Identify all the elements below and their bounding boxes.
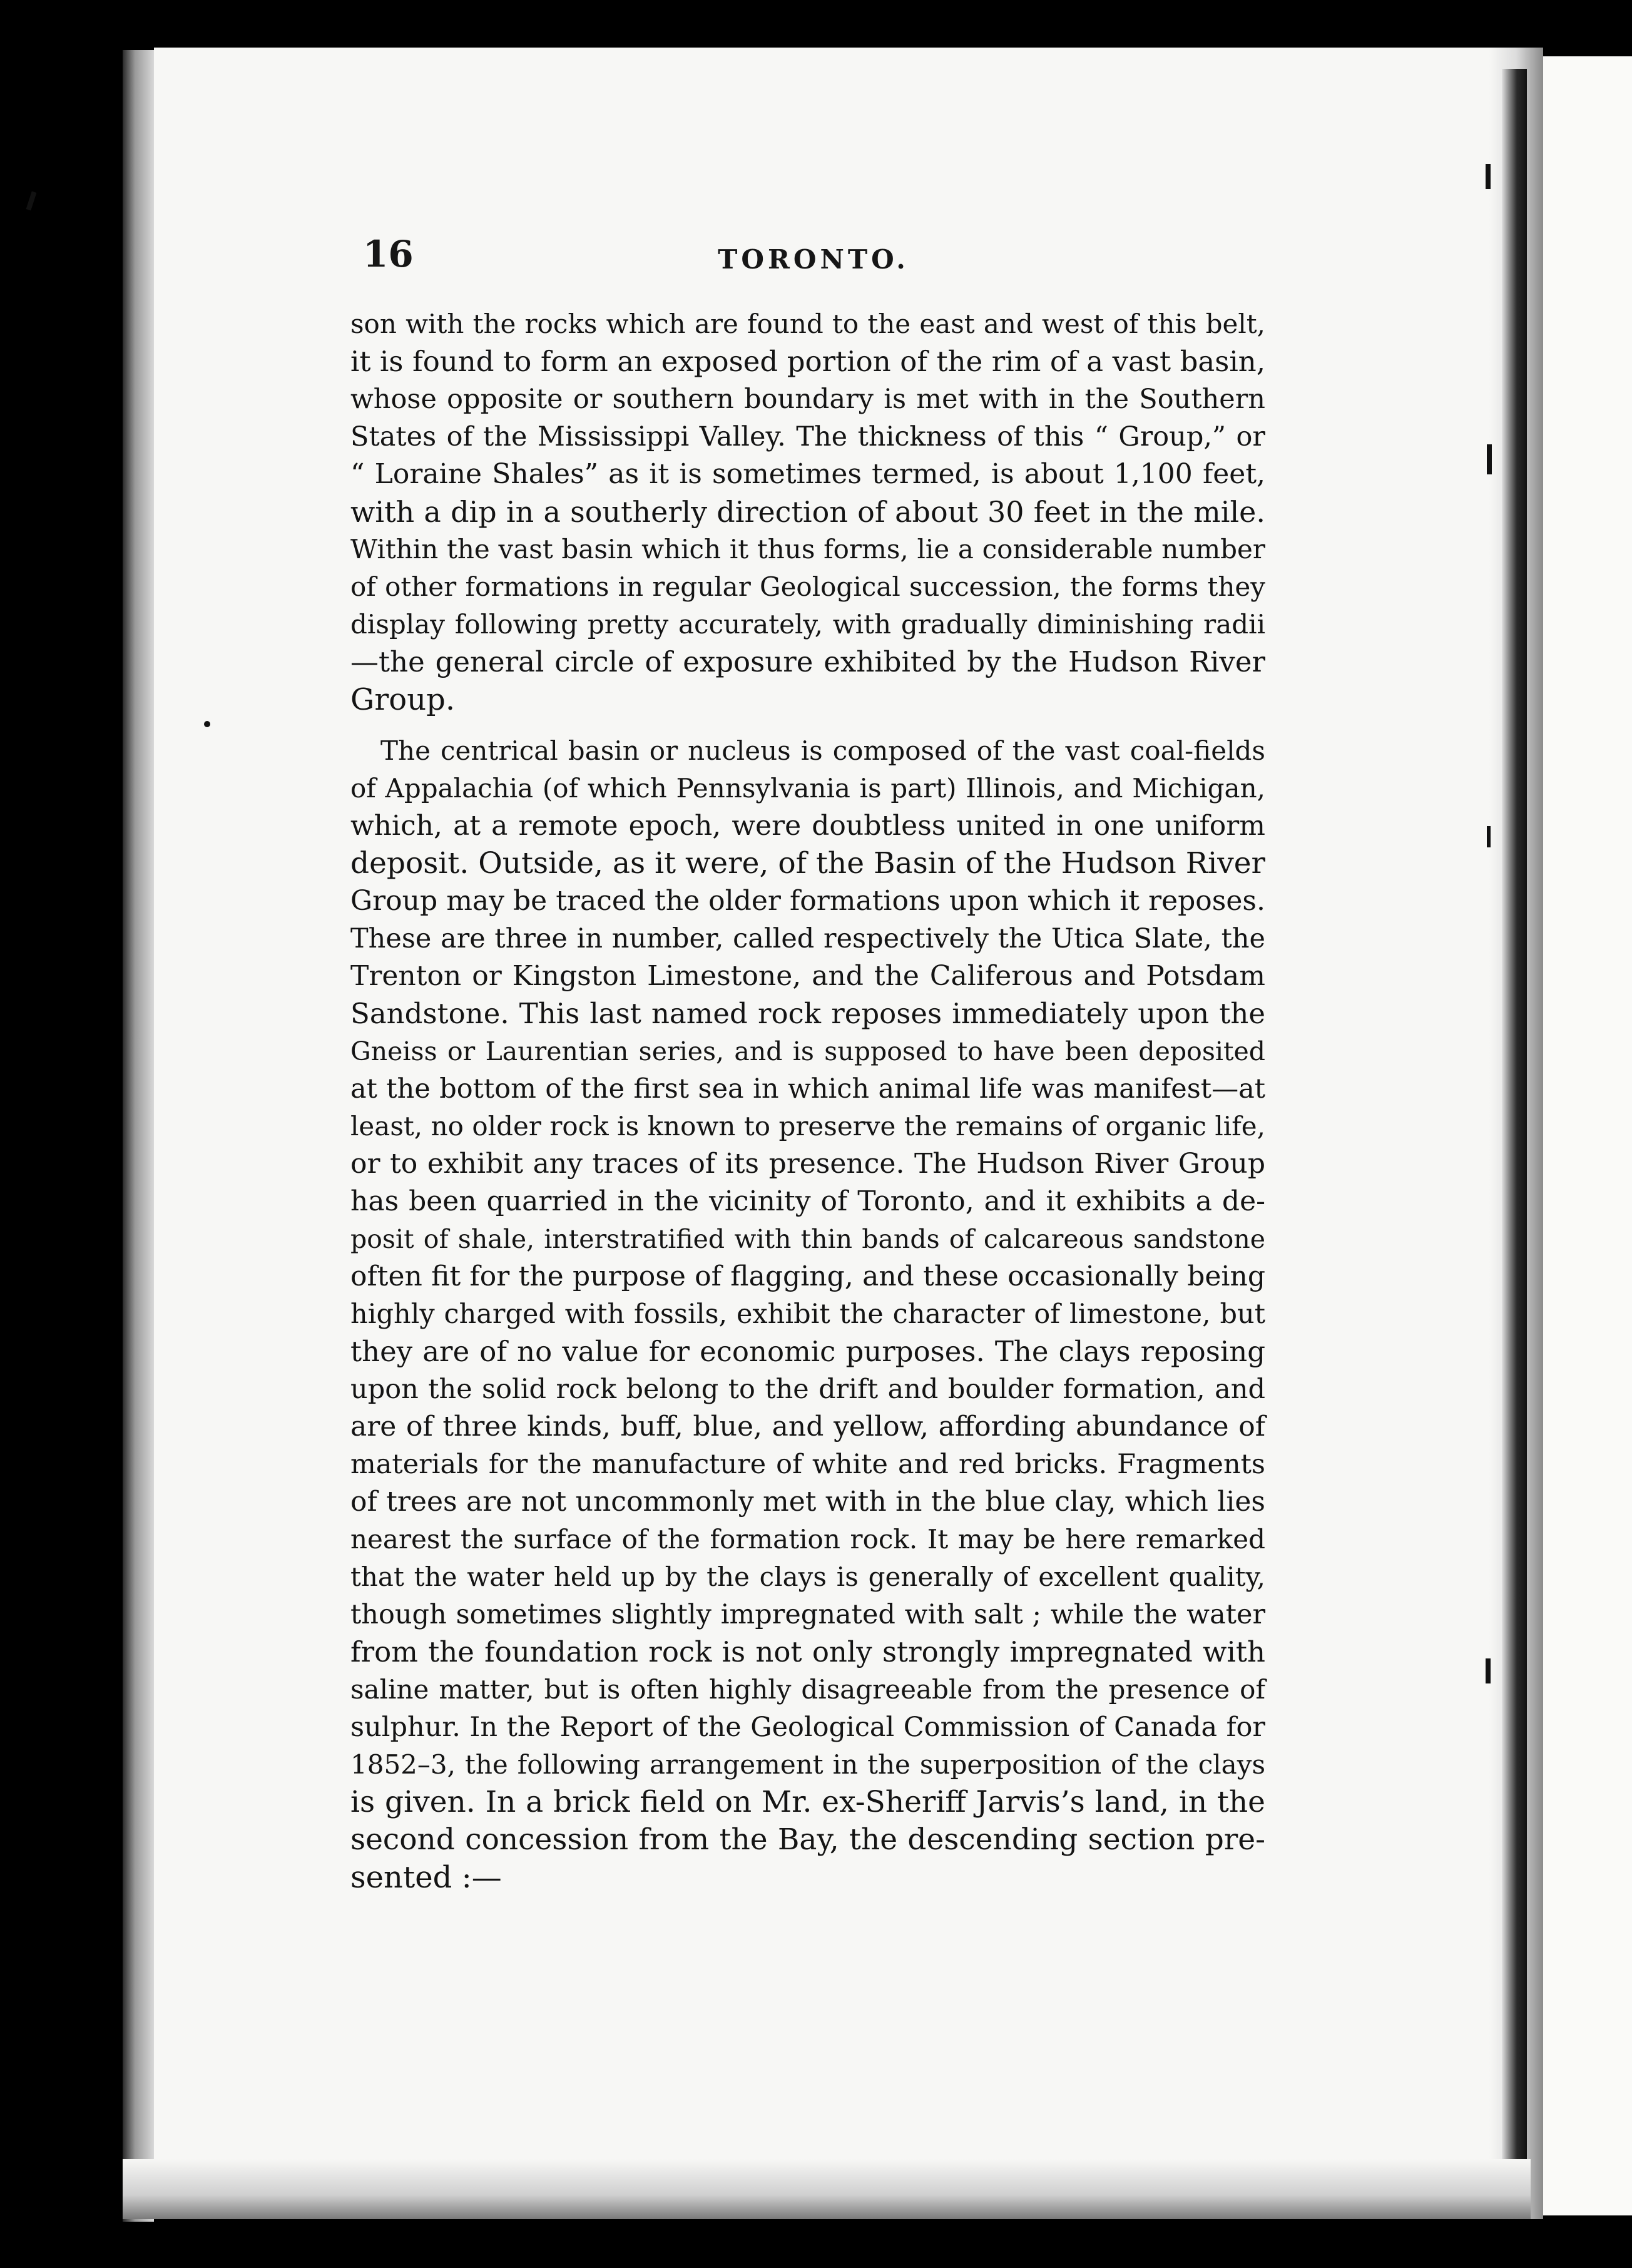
text-line: they are of no value for economic purposes. The clays reposing [350,1335,1265,1368]
text-line: least, no older rock is known to preserve the remains of organic life, [350,1111,1265,1142]
scan-speck [204,721,210,727]
running-head: TORONTO. [718,244,909,275]
text-line: The centrical basin or nucleus is composed of the vast coal-fields [380,735,1265,766]
text-line: upon the solid rock belong to the drift and boulder formation, and [350,1374,1265,1405]
text-line: highly charged with fossils, exhibit the character of limestone, but [350,1299,1265,1330]
text-line: it is found to form an exposed portion of the rim of a vast basin, [350,345,1265,378]
text-line: with a dip in a southerly direction of about 30 feet in the mile. [350,495,1265,529]
text-line: is given. In a brick field on Mr. ex-Sheriff Jarvis’s land, in the [350,1785,1265,1819]
text-line: materials for the manufacture of white and red bricks. Fragments [350,1449,1265,1480]
text-line: —the general circle of exposure exhibited by the Hudson River [350,645,1265,678]
text-line: Within the vast basin which it thus forms, lie a considerable number [350,534,1265,564]
text-line: Trenton or Kingston Limestone, and the Califerous and Potsdam [350,960,1265,992]
text-line: nearest the surface of the formation rock. It may be here remarked [350,1524,1265,1555]
text-line: Group may be traced the older formations upon which it reposes. [350,885,1265,917]
text-line: sulphur. In the Report of the Geological Commission of Canada for [350,1712,1265,1743]
text-line: which, at a remote epoch, were doubtless united in one uniform [350,810,1265,842]
scan-speck [1487,826,1491,847]
text-line: has been quarried in the vicinity of Toronto, and it exhibits a de- [350,1185,1265,1217]
page-header [363,233,1264,283]
text-line: Gneiss or Laurentian series, and is supposed to have been deposited [350,1036,1265,1066]
text-line: “ Loraine Shales” as it is sometimes termed, is about 1,100 feet, [350,458,1265,490]
text-line: of Appalachia (of which Pennsylvania is part) Illinois, and Michigan, [350,773,1265,804]
page-bottom-edge [123,2159,1531,2219]
text-line: of other formations in regular Geological succession, the forms they [350,571,1265,602]
text-line: whose opposite or southern boundary is met with in the Southern [350,384,1265,415]
text-line: though sometimes slightly impregnated with salt ; while the water [350,1599,1265,1630]
text-line: States of the Mississippi Valley. The thickness of this “ Group,” or [350,421,1265,452]
scan-speck [1486,1658,1491,1683]
text-line: son with the rocks which are found to the east and west of this belt, [350,309,1265,339]
text-line: These are three in number, called respectively the Utica Slate, the [350,923,1265,954]
text-line: second concession from the Bay, the descending section pre- [350,1822,1265,1857]
page-number: 16 [363,233,414,275]
scan-speck [1487,444,1492,474]
text-line: 1852–3, the following arrangement in the superposition of the clays [350,1749,1265,1780]
binding-shadow [1502,69,1527,2197]
scan-speck [26,191,37,210]
text-line: display following pretty accurately, with gradually diminishing radii [350,609,1265,640]
text-line: at the bottom of the first sea in which animal life was manifest—at [350,1073,1265,1105]
text-line: Group. [350,682,456,717]
text-line: are of three kinds, buff, blue, and yellow, affording abundance of [350,1411,1265,1443]
paragraph-1 [350,305,1265,718]
text-line: posit of shale, interstratified with thin bands of calcareous sandstone [350,1224,1265,1254]
text-line: Sandstone. This last named rock reposes immediately upon the [350,997,1265,1030]
text-line: from the foundation rock is not only strongly impregnated with [350,1635,1265,1668]
text-line: often fit for the purpose of flagging, and these occasionally being [350,1260,1265,1292]
paragraph-2 [350,732,1265,1896]
text-line: that the water held up by the clays is generally of excellent quality, [350,1561,1265,1592]
text-line: sented :— [350,1860,502,1895]
text-line: deposit. Outside, as it were, of the Basin of the Hudson River [350,846,1265,881]
text-line: or to exhibit any traces of its presence. The Hudson River Group [350,1148,1265,1180]
text-line: of trees are not uncommonly met with in the blue clay, which lies [350,1486,1265,1518]
text-line: saline matter, but is often highly disagreeable from the presence of [350,1674,1265,1705]
facing-page-edge [1543,56,1632,2215]
page-left-edge [123,50,154,2222]
scan-speck [1486,164,1491,189]
body-text [350,305,1265,1896]
